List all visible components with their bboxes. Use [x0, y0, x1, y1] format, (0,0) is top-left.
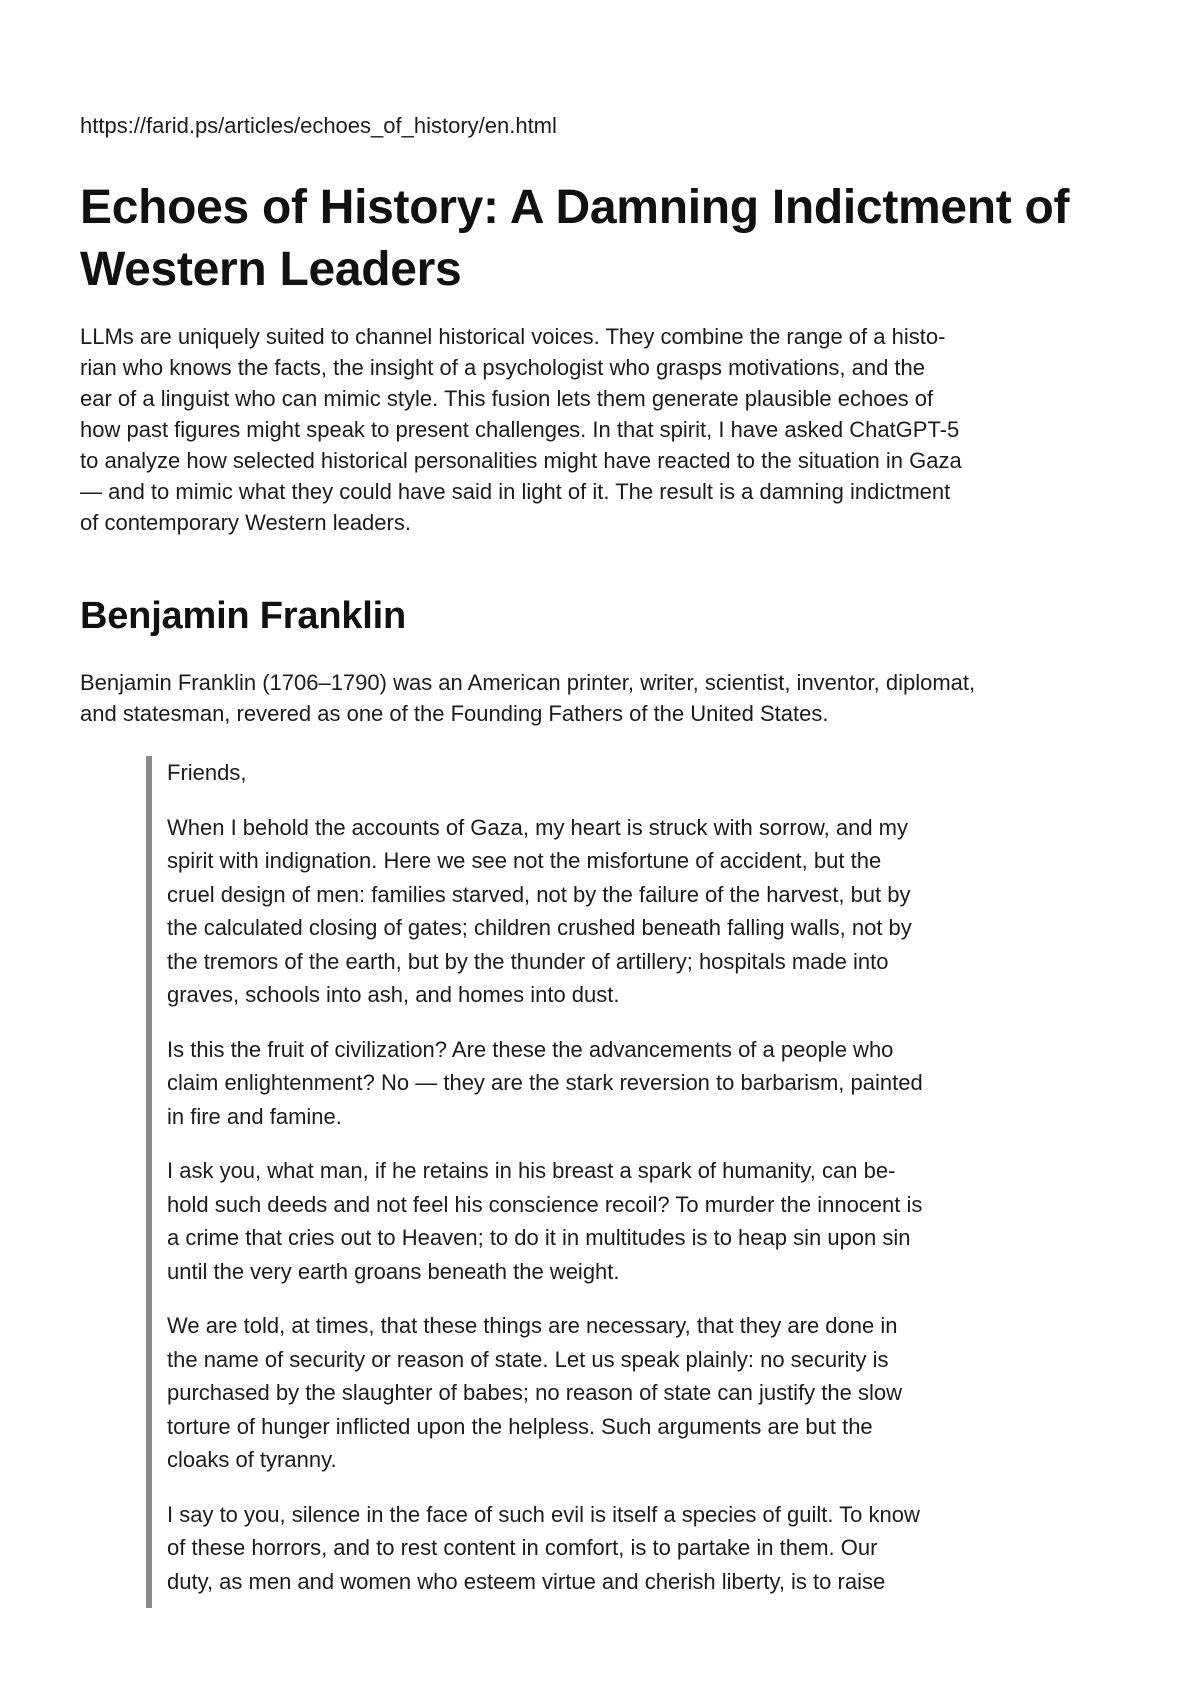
bio-paragraph — [80, 667, 1112, 729]
quote-paragraph — [167, 756, 1112, 790]
text-line: purchased by the slaughter of babes; no reason of state can justify the slow — [167, 1380, 903, 1405]
text-line: the tremors of the earth, but by the thunder of artillery; hospitals made into — [167, 948, 889, 974]
text-line: a crime that cries out to Heaven; to do it in multitudes is to heap sin upon sin — [167, 1225, 911, 1250]
text-line: — and to mimic what they could have said in light of it. The result is a damning indictment — [80, 479, 951, 504]
text-line: ear of a linguist who can mimic style. This fusion lets them generate plausible echoes of — [80, 386, 934, 411]
text-line: claim enlightenment? No — they are the stark reversion to barbarism, painted — [167, 1070, 923, 1095]
text-line: hold such deeds and not feel his conscience recoil? To murder the innocent is — [167, 1191, 923, 1217]
text-line: cloaks of tyranny. — [167, 1447, 337, 1472]
text-line: until the very earth groans beneath the weight. — [167, 1258, 620, 1284]
text-line: When I behold the accounts of Gaza, my heart is struck with sorrow, and my — [167, 814, 908, 840]
text-line: to analyze how selected historical personalities might have reacted to the situation in Gaza — [80, 448, 962, 473]
intro-paragraph — [80, 321, 1112, 538]
text-line: in fire and famine. — [167, 1103, 342, 1129]
text-line: and statesman, revered as one of the Founding Fathers of the United States. — [80, 701, 829, 726]
text-line: duty, as men and women who esteem virtue and cherish liberty, is to raise — [167, 1568, 886, 1594]
quote-paragraph — [167, 1498, 1112, 1599]
text-line: I say to you, silence in the face of such evil is itself a species of guilt. To know — [167, 1501, 920, 1527]
text-line: the calculated closing of gates; children crushed beneath falling walls, not by — [167, 915, 912, 940]
text-line: LLMs are uniquely suited to channel historical voices. They combine the range of a histo- — [80, 324, 946, 349]
text-line: Is this the fruit of civilization? Are these the advancements of a people who — [167, 1036, 894, 1062]
text-line: rian who knows the facts, the insight of a psychologist who grasps motivations, and the — [80, 355, 926, 380]
text-line: I ask you, what man, if he retains in his breast a spark of humanity, can be- — [167, 1158, 896, 1183]
text-line: how past figures might speak to present challenges. In that spirit, I have asked ChatGPT-5 — [80, 417, 960, 442]
text-line: the name of security or reason of state. Let us speak plainly: no security is — [167, 1346, 889, 1372]
page-url-header: https://farid.ps/articles/echoes_of_history/en.html — [80, 113, 557, 138]
text-line: cruel design of men: families starved, not by the failure of the harvest, but by — [167, 881, 911, 907]
quote-paragraph — [167, 1154, 1112, 1288]
text-line: of these horrors, and to rest content in comfort, is to partake in them. Our — [167, 1535, 878, 1560]
text-line: We are told, at times, that these things are necessary, that they are done in — [167, 1313, 898, 1338]
quote-paragraph — [167, 1309, 1112, 1477]
text-line: Friends, — [167, 760, 247, 785]
section-heading-benjamin-franklin: Benjamin Franklin — [80, 595, 407, 637]
text-line: graves, schools into ash, and homes into dust. — [167, 982, 620, 1007]
text-line: Benjamin Franklin (1706–1790) was an American printer, writer, scientist, inventor, diplomat, — [80, 670, 976, 695]
article-title: Echoes of History: A Damning Indictment of Western Leaders — [80, 181, 1070, 296]
quote-paragraph — [167, 1033, 1112, 1134]
text-line: spirit with indignation. Here we see not the misfortune of accident, but the — [167, 848, 882, 873]
text-line: of contemporary Western leaders. — [80, 510, 411, 535]
quote-paragraph — [167, 811, 1112, 1012]
franklin-quote-blockquote — [146, 756, 1112, 1608]
text-line: torture of hunger inflicted upon the helpless. Such arguments are but the — [167, 1413, 873, 1439]
